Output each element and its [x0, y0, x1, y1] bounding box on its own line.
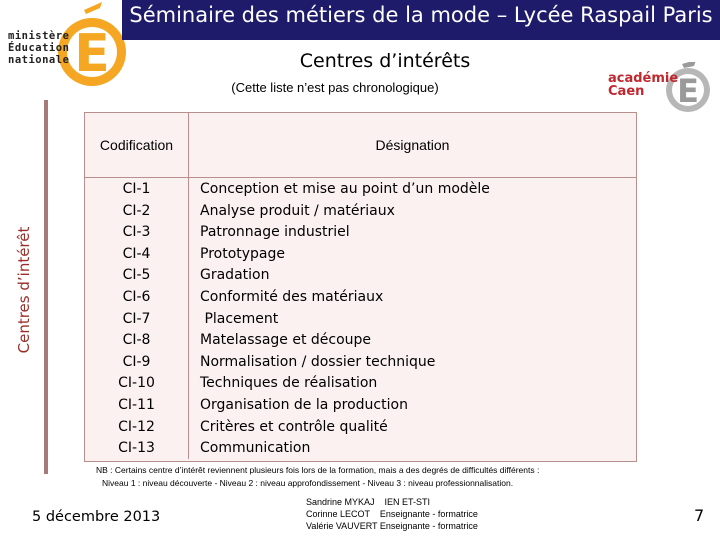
column-divider [188, 113, 189, 459]
ministere-line-2: Éducation [8, 42, 70, 54]
designation-cell: Analyse produit / matériaux [200, 202, 395, 219]
code-cell: CI-8 [122, 332, 151, 349]
designation-column [200, 179, 636, 460]
academie-logo [604, 62, 716, 114]
code-cell: CI-13 [118, 440, 155, 457]
author-line: Sandrine MYKAJ IEN ET-STI [306, 497, 431, 507]
code-cell: CI-9 [122, 353, 151, 370]
academie-line-1: académie [608, 71, 679, 86]
header-divider [85, 177, 636, 178]
designation-cell: Conformité des matériaux [200, 288, 384, 305]
ministere-logo [2, 0, 128, 92]
page-subtitle: (Cette liste n’est pas chronologique) [231, 80, 439, 95]
svg-text:E: E [677, 72, 699, 110]
code-cell: CI-2 [122, 202, 151, 219]
ministere-line-1: ministère [8, 30, 70, 42]
designation-cell: Matelassage et découpe [200, 332, 372, 349]
footnote-line-2: Niveau 1 : niveau découverte - Niveau 2 : niveau approfondissement - Niveau 3 : niveau professionnalisation. [102, 478, 514, 488]
code-cell: CI-5 [122, 267, 151, 284]
page-title: Centres d’intérêts [299, 50, 471, 72]
author-line: Valérie VAUVERT Enseignante - formatrice [306, 521, 478, 531]
author-line: Corinne LECOT Enseignante - formatrice [306, 509, 478, 519]
designation-cell: Techniques de réalisation [200, 375, 378, 392]
footnote-line-1: NB : Certains centre d’intérêt reviennent plusieurs fois lors de la formation, mais a des degrés de difficultés différents : [96, 465, 540, 475]
designation-cell: Prototypage [200, 245, 286, 262]
code-cell: CI-6 [122, 288, 151, 305]
designation-cell: Conception et mise au point d’un modèle [200, 181, 490, 197]
designation-cell: Normalisation / dossier technique [200, 353, 436, 370]
code-cell: CI-7 [122, 310, 151, 327]
code-cell: CI-4 [122, 245, 151, 262]
designation-cell: Placement [200, 310, 279, 327]
code-cell: CI-10 [118, 375, 155, 392]
footer-authors [306, 496, 478, 532]
designation-cell: Gradation [200, 267, 270, 284]
banner-title: Séminaire des métiers de la mode – Lycée Raspail Paris [129, 3, 713, 27]
page-number: 7 [694, 506, 705, 525]
academie-line-2: Caen [608, 84, 645, 99]
code-cell: CI-3 [122, 224, 151, 241]
header-designation: Désignation [375, 137, 450, 153]
designation-cell: Organisation de la production [200, 396, 408, 413]
centres-table [84, 112, 637, 462]
code-cell: CI-1 [122, 181, 151, 197]
footer-date: 5 décembre 2013 [32, 509, 161, 525]
code-cell: CI-11 [118, 396, 155, 413]
designation-cell: Communication [200, 440, 311, 457]
designation-cell: Patronnage industriel [200, 224, 350, 241]
side-label: Centres d’intérêt [15, 226, 33, 354]
footnote [96, 464, 656, 490]
ministere-line-3: nationale [8, 54, 70, 66]
code-column [85, 179, 188, 460]
header-codification: Codification [99, 137, 174, 153]
designation-cell: Critères et contrôle qualité [200, 418, 388, 435]
code-cell: CI-12 [118, 418, 155, 435]
title-banner [122, 0, 720, 40]
svg-text:E: E [74, 24, 110, 84]
